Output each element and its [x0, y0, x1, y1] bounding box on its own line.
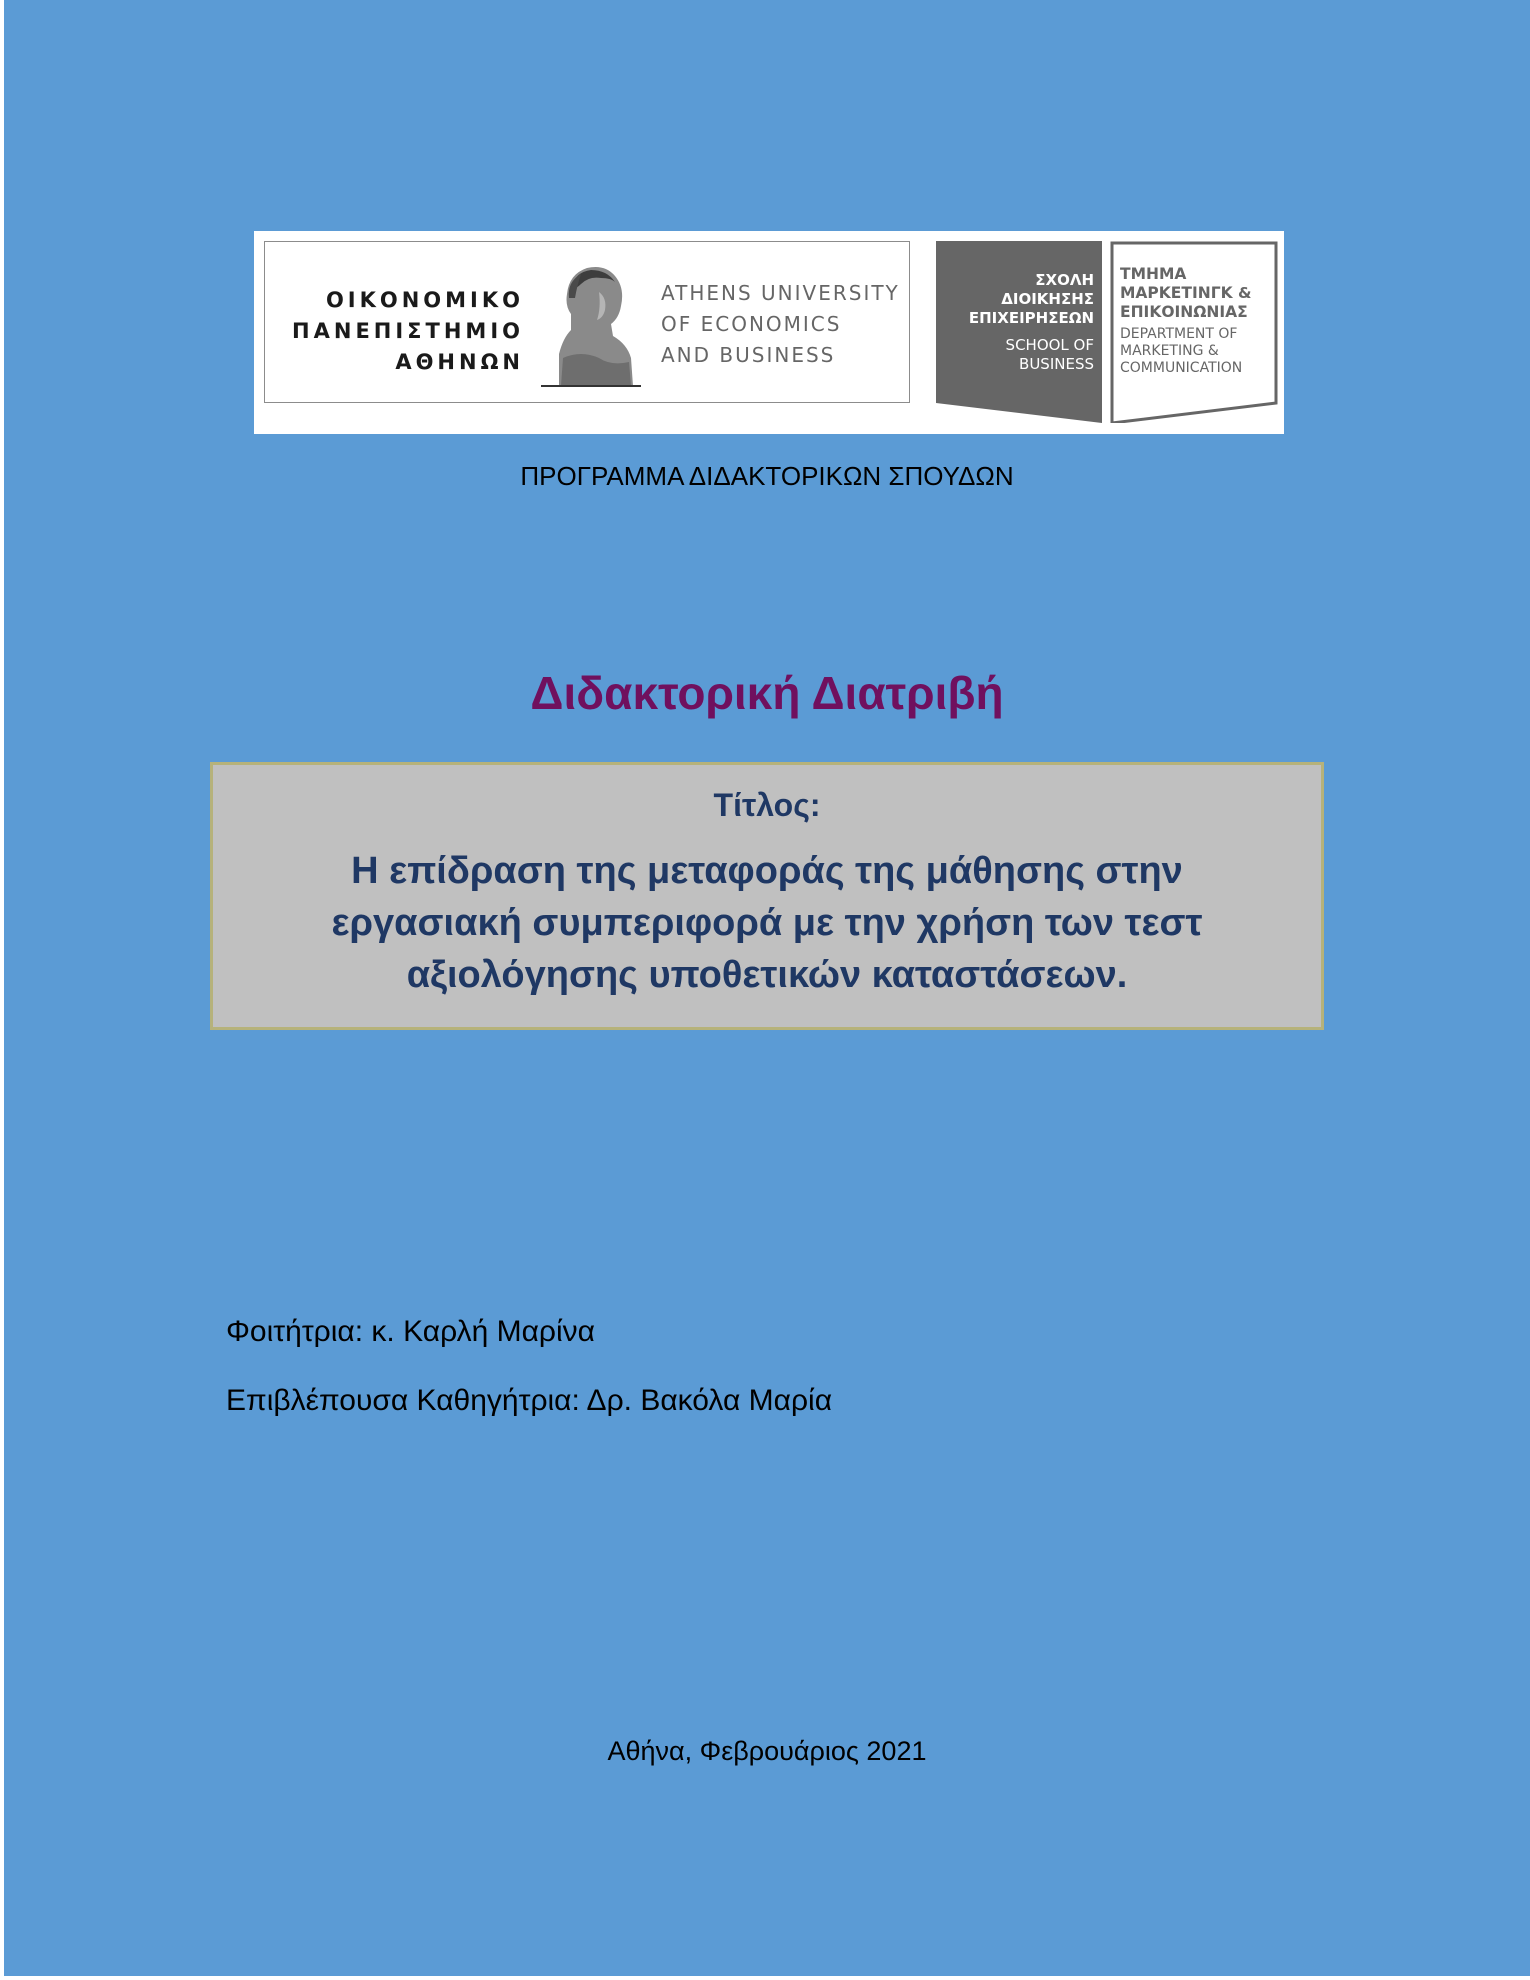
document-type: Διδακτορική Διατριβή — [530, 667, 1004, 719]
university-name-greek: ΟΙΚΟΝΟΜΙΚΟ ΠΑΝΕΠΙΣΤΗΜΙΟ ΑΘΗΝΩΝ — [292, 288, 524, 374]
place-date: Αθήνα, Φεβρουάριος 2021 — [607, 1736, 927, 1766]
program-name: ΠΡΟΓΡΑΜΜΑ ΔΙΔΑΚΤΟΡΙΚΩΝ ΣΠΟΥΔΩΝ — [520, 461, 1014, 491]
school-name: ΣΧΟΛΗ ΔΙΟΙΚΗΣΗΣ ΕΠΙΧΕΙΡΗΣΕΩΝ SCHOOL OF BUSINESS — [968, 271, 1094, 373]
title-line: Η επίδραση της μεταφοράς της μάθησης στην — [351, 850, 1183, 892]
thesis-title — [213, 845, 1321, 1001]
supervisor-name: Επιβλέπουσα Καθηγήτρια: Δρ. Βακόλα Μαρία — [226, 1384, 833, 1417]
logo-banner — [254, 231, 1284, 434]
aueb-logo — [264, 241, 910, 403]
hermes-bust-icon — [541, 258, 641, 388]
title-line: αξιολόγησης υποθετικών καταστάσεων. — [406, 954, 1128, 996]
department-name: ΤΜΗΜΑ ΜΑΡΚΕΤΙΝΓΚ & ΕΠΙΚΟΙΝΩΝΙΑΣ DEPARTMENT OF MARKETING & COMMUNICATION — [1120, 265, 1252, 376]
student-name: Φοιτήτρια: κ. Καρλή Μαρίνα — [226, 1315, 595, 1348]
cover-page — [4, 0, 1530, 1976]
school-of-business-logo — [936, 241, 1102, 423]
title-line: εργασιακή συμπεριφορά με την χρήση των τεστ — [331, 902, 1203, 944]
title-label: Τίτλος: — [713, 787, 821, 823]
department-logo — [1110, 241, 1278, 423]
title-box — [210, 762, 1324, 1030]
university-name-english: ATHENS UNIVERSITY OF ECONOMICS AND BUSINESS — [661, 281, 900, 367]
